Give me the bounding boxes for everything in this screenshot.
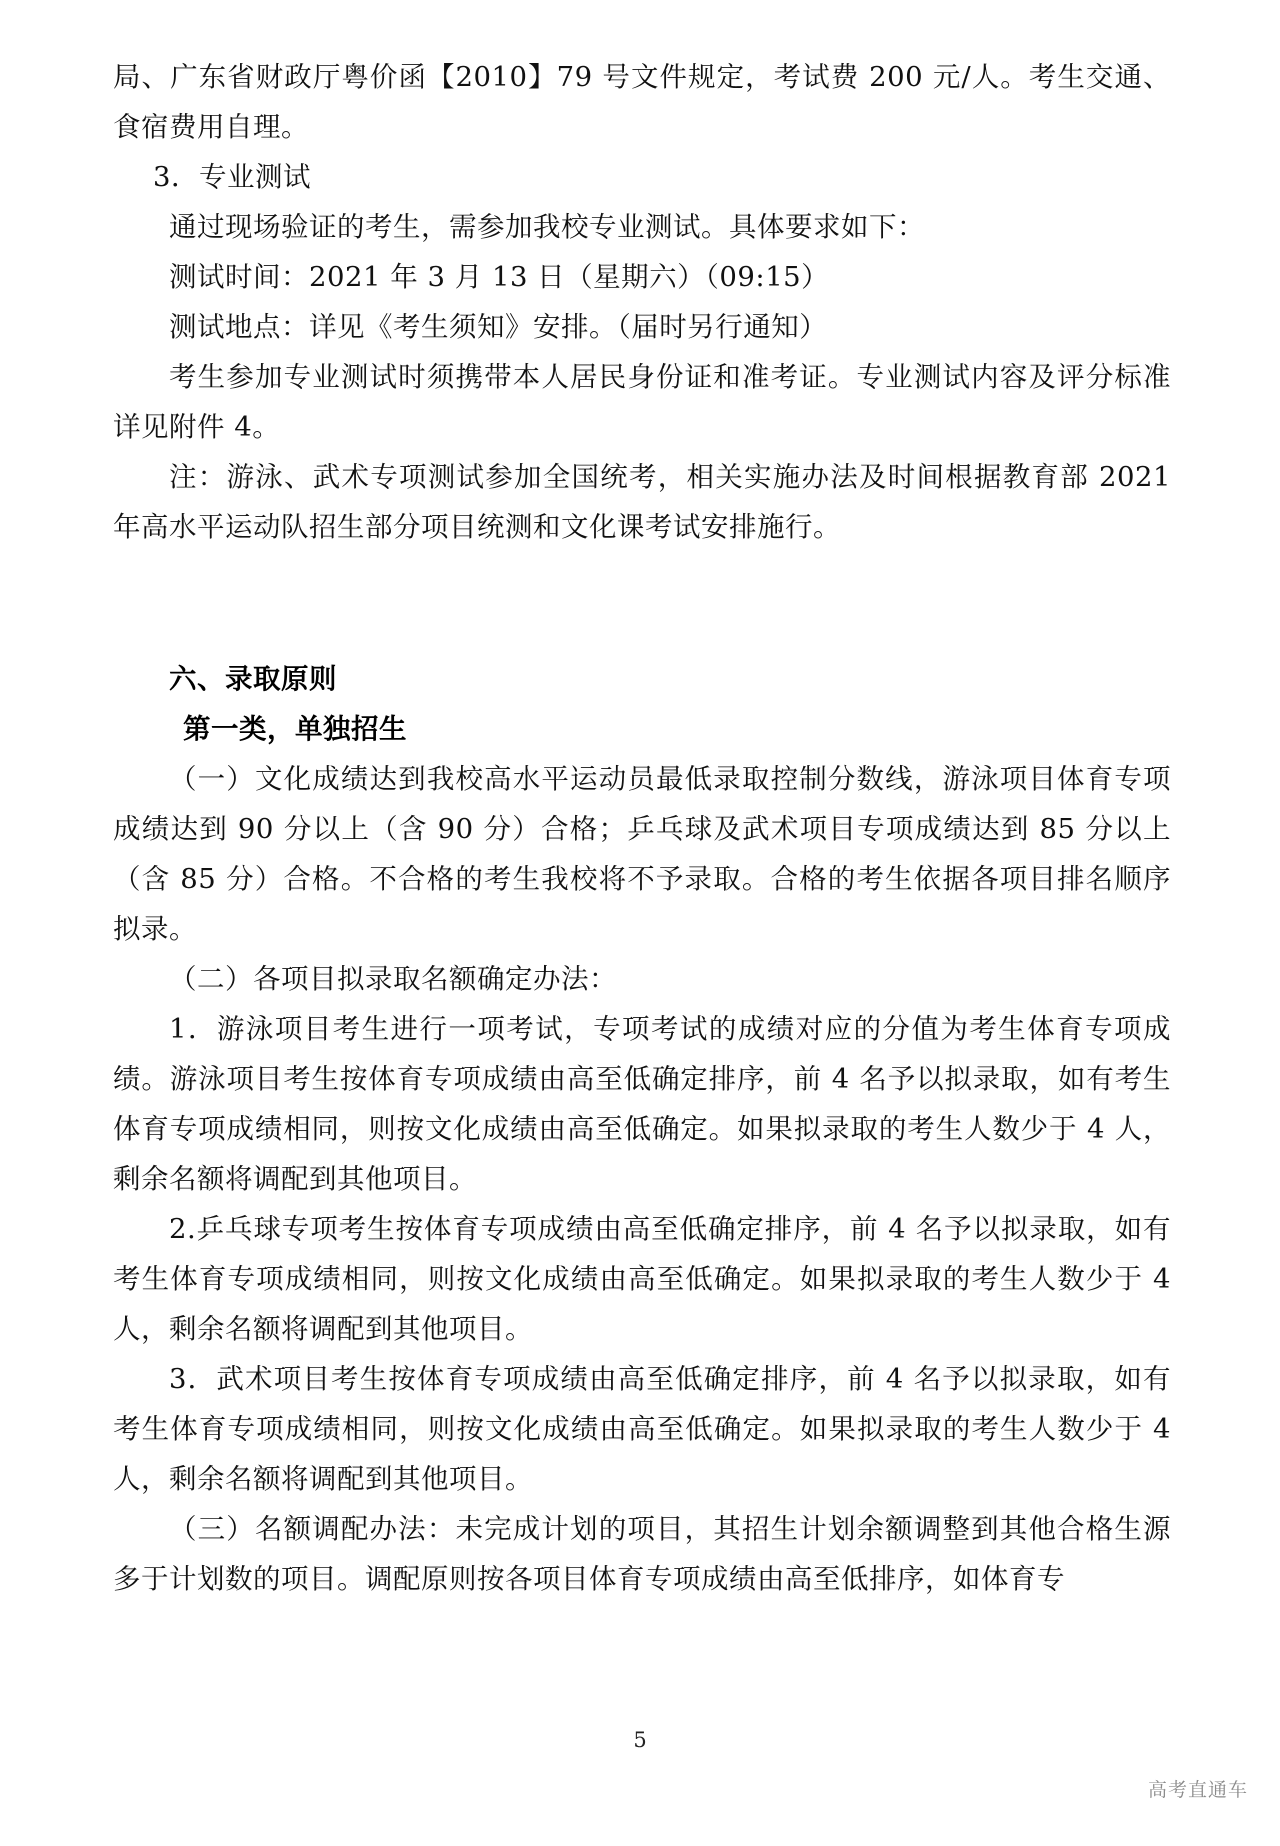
paragraph-test-note: 注：游泳、武术专项测试参加全国统考，相关实施办法及时间根据教育部 2021 年高水平运动队招生部分项目统测和文化课考试安排施行。 xyxy=(113,461,1171,543)
page-content xyxy=(113,52,1171,1604)
heading-section-six: 六、录取原则 xyxy=(169,663,337,695)
paragraph-test-time: 测试时间：2021 年 3 月 13 日（星期六）（09:15） xyxy=(169,261,830,293)
paragraph-item3-intro: 通过现场验证的考生，需参加我校专业测试。具体要求如下： xyxy=(169,211,925,243)
heading-category-one: 第一类，单独招生 xyxy=(183,713,407,745)
paragraph-test-bring: 考生参加专业测试时须携带本人居民身份证和准考证。专业测试内容及评分标准详见附件 4。 xyxy=(113,361,1171,443)
paragraph-c1-c: （三）名额调配办法：未完成计划的项目，其招生计划余额调整到其他合格生源多于计划数的项目。调配原则按各项目体育专项成绩由高至低排序，如体育专 xyxy=(113,1513,1171,1595)
paragraph-c1-b2: 2.乒乓球专项考生按体育专项成绩由高至低确定排序，前 4 名予以拟录取，如有考生体育专项成绩相同，则按文化成绩由高至低确定。如果拟录取的考生人数少于 4 人，剩余名额将调配到其他项目。 xyxy=(113,1213,1171,1345)
section-spacer xyxy=(113,552,1171,600)
paragraph-c1-b: （二）各项目拟录取名额确定办法： xyxy=(169,963,617,995)
paragraph-item3-title: 3．专业测试 xyxy=(153,161,311,193)
paragraph-c1-a: （一）文化成绩达到我校高水平运动员最低录取控制分数线，游泳项目体育专项成绩达到 90 分以上（含 90 分）合格；乒乓球及武术项目专项成绩达到 85 分以上（含 85 分）合格。不合格的考生我校将不予录取。合格的考生依据各项目排名顺序拟录。 xyxy=(113,763,1171,945)
paragraph-c1-b3: 3．武术项目考生按体育专项成绩由高至低确定排序，前 4 名予以拟录取，如有考生体育专项成绩相同，则按文化成绩由高至低确定。如果拟录取的考生人数少于 4 人，剩余名额将调配到其他项目。 xyxy=(113,1363,1171,1495)
page-number: 5 xyxy=(633,1728,647,1752)
paragraph-test-place: 测试地点：详见《考生须知》安排。（届时另行通知） xyxy=(169,311,828,343)
paragraph-fee-continued: 局、广东省财政厅粤价函【2010】79 号文件规定，考试费 200 元/人。考生交通、食宿费用自理。 xyxy=(113,61,1171,143)
paragraph-c1-b1: 1．游泳项目考生进行一项考试，专项考试的成绩对应的分值为考生体育专项成绩。游泳项目考生按体育专项成绩由高至低确定排序，前 4 名予以拟录取，如有考生体育专项成绩相同，则按文化成绩由高至低确定。如果拟录取的考生人数少于 4 人，剩余名额将调配到其他项目。 xyxy=(113,1013,1171,1195)
watermark-label: 高考直通车 xyxy=(1147,1779,1248,1801)
